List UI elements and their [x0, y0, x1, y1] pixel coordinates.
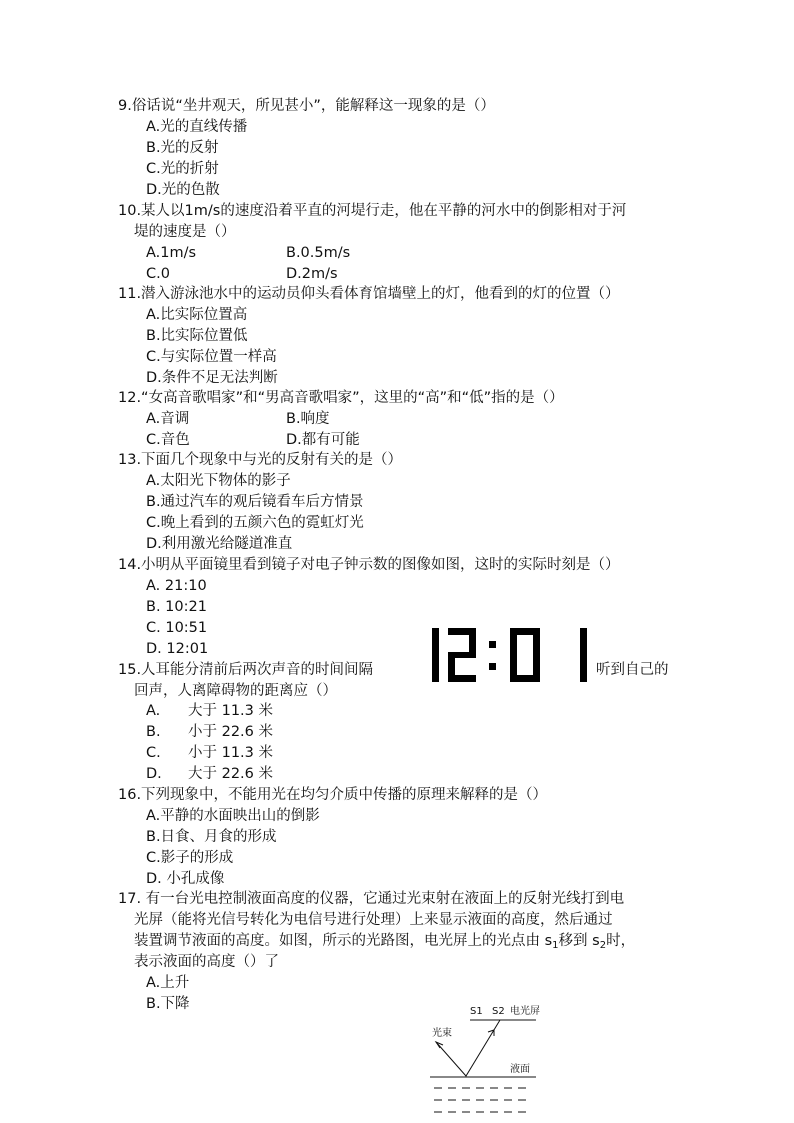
question-9-stem: 9.俗话说“坐井观天，所见甚小”，能解释这一现象的是（）	[118, 98, 495, 114]
option-letter: A.	[146, 703, 161, 719]
subscript-1: 1	[552, 940, 559, 951]
q10-option-a: A.1m/s	[146, 245, 197, 261]
clock-digit-1b-segment	[580, 628, 587, 682]
stem-part: 移到 s	[558, 933, 600, 949]
label-beam: 光束	[432, 1028, 452, 1039]
q15-option-b	[146, 722, 274, 743]
q16-option-a: A.平静的水面映出山的倒影	[146, 808, 320, 824]
q12-option-a: A.音调	[146, 411, 190, 427]
option-text: 小于 22.6 米	[188, 724, 274, 740]
option-text: 大于 22.6 米	[188, 766, 274, 782]
q13-option-c: C.晚上看到的五颜六色的霓虹灯光	[146, 515, 364, 531]
q14-option-c: C. 10:51	[146, 620, 208, 636]
q14-option-d: D. 12:01	[146, 641, 209, 657]
q17-option-a: A.上升	[146, 975, 190, 991]
question-15-stem-end: 听到自己的	[596, 662, 669, 678]
clock-digit-0-segment	[510, 675, 540, 682]
question-10-stem-cont: 堤的速度是（）	[134, 224, 236, 240]
q14-option-b: B. 10:21	[146, 599, 207, 615]
q17-option-b: B.下降	[146, 996, 190, 1012]
clock-colon-dot	[489, 663, 496, 670]
label-screen: 电光屏	[510, 1006, 540, 1017]
q10-option-c: C.0	[146, 266, 170, 282]
question-11-stem: 11.潜入游泳池水中的运动员仰头看体育馆墙壁上的灯，他看到的灯的位置（）	[118, 286, 620, 302]
question-10-stem: 10.某人以1m/s的速度沿着平直的河堤行走，他在平静的河水中的倒影相对于河	[118, 203, 627, 219]
option-letter: C.	[146, 745, 161, 761]
q15-option-a	[146, 701, 274, 722]
option-text: 大于 11.3 米	[188, 703, 274, 719]
q15-option-c	[146, 743, 274, 764]
q11-option-c: C.与实际位置一样高	[146, 349, 277, 365]
q12-option-b: B.响度	[286, 411, 330, 427]
q10-option-b: B.0.5m/s	[286, 245, 351, 261]
question-17-stem: 17. 有一台光电控制液面高度的仪器，它通过光束射在液面上的反射光线打到电	[118, 891, 625, 907]
q11-option-b: B.比实际位置低	[146, 328, 248, 344]
clock-colon-dot	[489, 641, 496, 648]
mirrored-clock-figure	[398, 622, 594, 688]
clock-digit-2-segment	[448, 675, 476, 682]
q11-option-a: A.比实际位置高	[146, 307, 248, 323]
q13-option-d: D.利用激光给隧道准直	[146, 536, 293, 552]
q9-option-c: C.光的折射	[146, 161, 219, 177]
label-s1: S1	[470, 1006, 483, 1017]
q16-option-d: D. 小孔成像	[146, 871, 225, 887]
label-s2: S2	[492, 1006, 505, 1017]
q12-option-d: D.都有可能	[286, 432, 360, 448]
q9-option-a: A.光的直线传播	[146, 119, 248, 135]
question-13-stem: 13.下面几个现象中与光的反射有关的是（）	[118, 452, 403, 468]
option-letter: D.	[146, 766, 162, 782]
question-17-stem-cont-1: 光屏（能将光信号转化为电信号进行处理）上来显示液面的高度，然后通过	[134, 912, 613, 928]
clock-digit-1-segment	[432, 628, 439, 682]
q12-option-c: C.音色	[146, 432, 190, 448]
q9-option-d: D.光的色散	[146, 182, 220, 198]
q9-option-b: B.光的反射	[146, 140, 219, 156]
stem-part: 时，	[606, 933, 636, 949]
subscript-2: 2	[599, 940, 607, 951]
question-14-stem: 14.小明从平面镜里看到镜子对电子钟示数的图像如图，这时的实际时刻是（）	[118, 557, 620, 573]
q13-option-b: B.通过汽车的观后镜看车后方情景	[146, 494, 364, 510]
question-17-stem-cont-3: 表示液面的高度（）了	[134, 954, 279, 970]
option-text: 小于 11.3 米	[188, 745, 274, 761]
ray-arrow-icon	[436, 1042, 443, 1048]
question-16-stem: 16.下列现象中，不能用光在均匀介质中传播的原理来解释的是（）	[118, 787, 548, 803]
q13-option-a: A.太阳光下物体的影子	[146, 473, 291, 489]
q15-option-d	[146, 764, 274, 785]
question-15-stem: 15.人耳能分清前后两次声音的时间间隔	[118, 662, 374, 678]
clock-digit-0-segment	[533, 628, 540, 682]
question-15-stem-cont: 回声，人离障碍物的距离应（）	[134, 683, 337, 699]
q16-option-c: C.影子的形成	[146, 850, 234, 866]
option-letter: B.	[146, 724, 161, 740]
label-surface: 液面	[510, 1064, 530, 1075]
light-path-diagram	[424, 1000, 548, 1118]
question-12-stem: 12.“女高音歌唱家”和“男高音歌唱家”，这里的“高”和“低”指的是（）	[118, 390, 564, 406]
q10-option-d: D.2m/s	[286, 266, 338, 282]
q14-option-a: A. 21:10	[146, 578, 207, 594]
q16-option-b: B.日食、月食的形成	[146, 829, 277, 845]
stem-part: 装置调节液面的高度。如图，所示的光路图，电光屏上的光点由 s	[134, 933, 553, 949]
q11-option-d: D.条件不足无法判断	[146, 370, 278, 386]
clock-digit-0-segment	[510, 628, 517, 682]
